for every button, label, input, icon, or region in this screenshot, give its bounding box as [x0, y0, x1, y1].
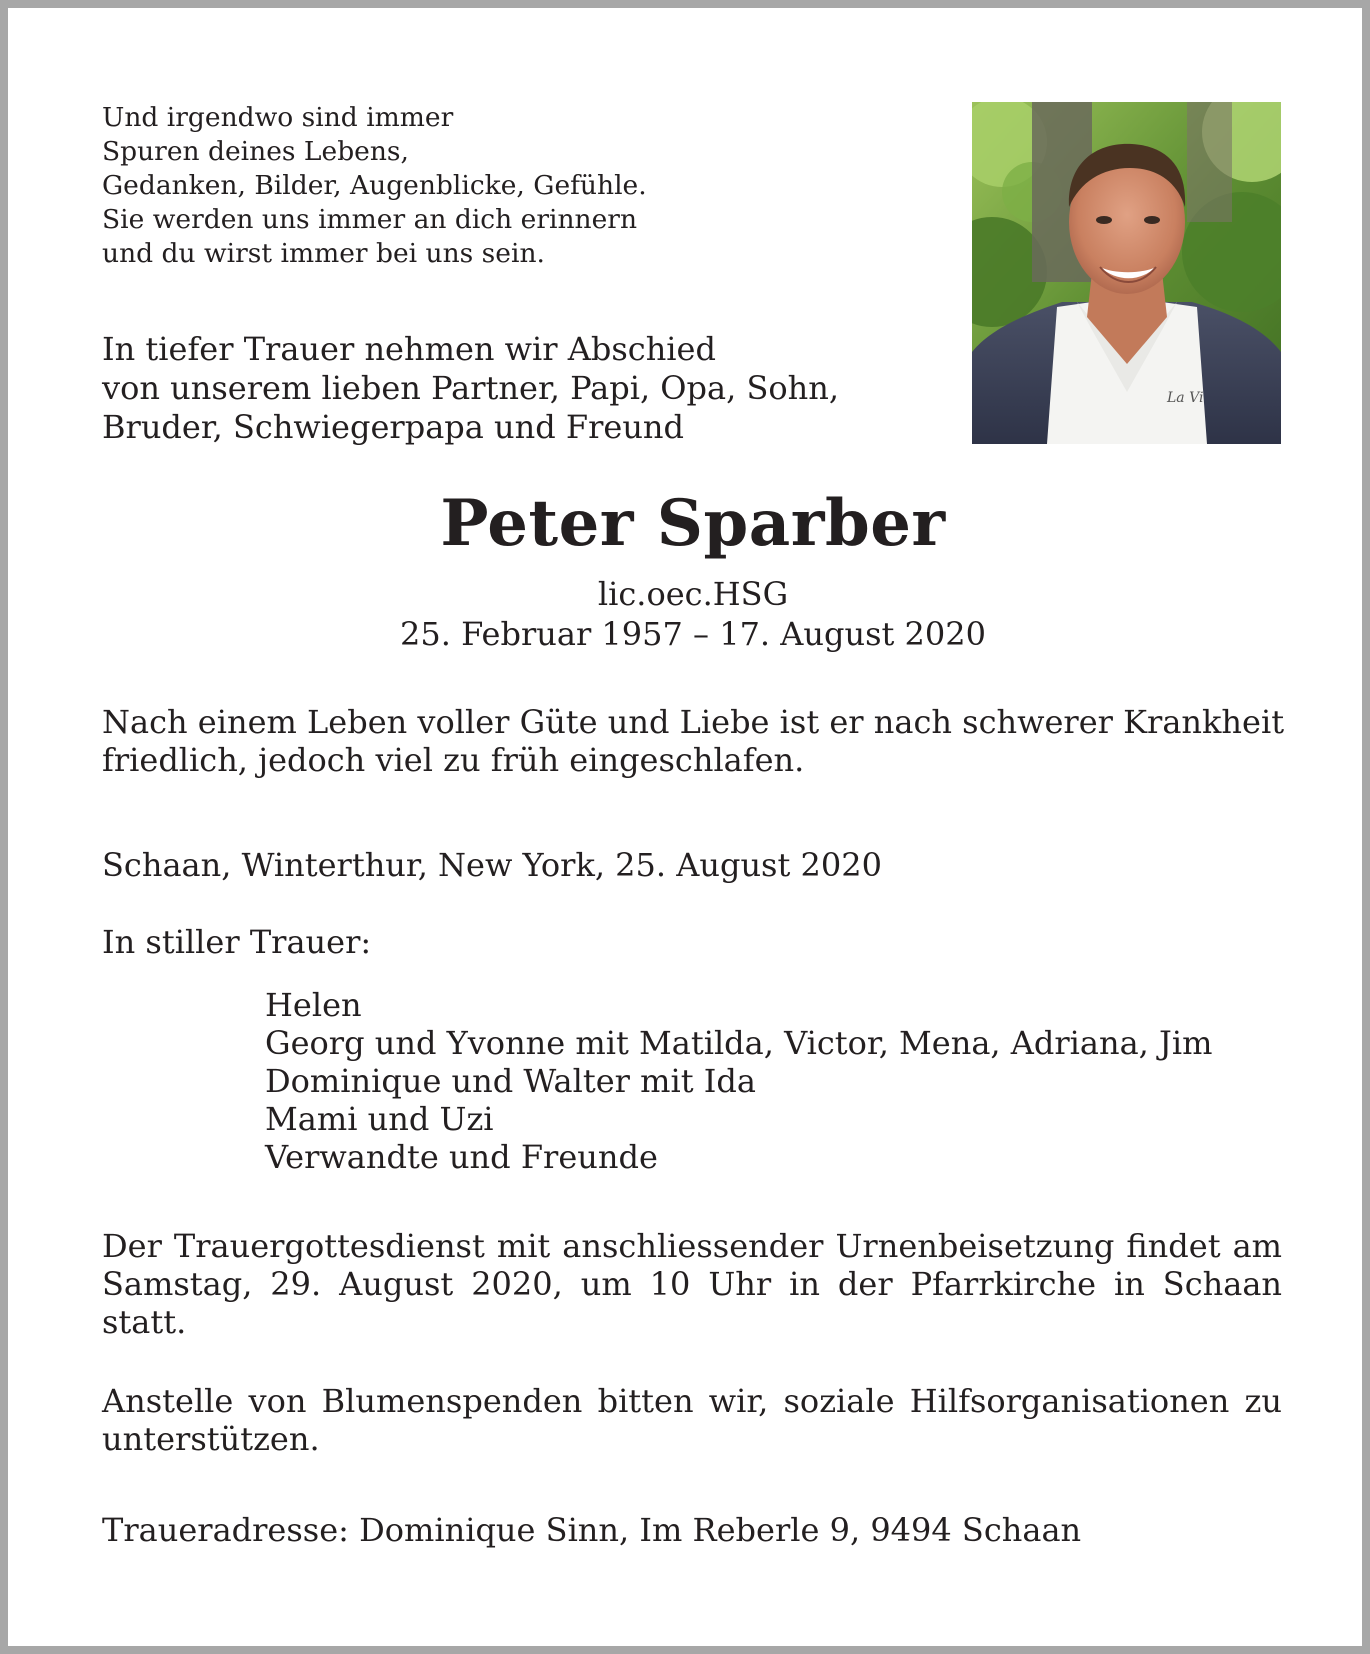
mourner-entry: Dominique und Walter mit Ida — [265, 1062, 756, 1100]
mourner-entry: Helen — [265, 986, 362, 1024]
intro-line: In tiefer Trauer nehmen wir Abschied — [102, 330, 716, 368]
mourning-address: Traueradresse: Dominique Sinn, Im Reberle 9, 9494 Schaan — [102, 1511, 1082, 1549]
poem — [102, 101, 647, 271]
portrait-photo — [972, 102, 1281, 444]
intro-line: Bruder, Schwiegerpapa und Freund — [102, 408, 685, 446]
mourner-entry: Georg und Yvonne mit Matilda, Victor, Mena, Adriana, Jim — [265, 1024, 1213, 1062]
poem-line: Sie werden uns immer an dich erinnern — [102, 204, 638, 235]
deceased-name: Peter Sparber — [440, 486, 946, 561]
life-line: friedlich, jedoch viel zu früh eingeschlafen. — [102, 741, 805, 779]
place-and-date: Schaan, Winterthur, New York, 25. August 2020 — [102, 846, 882, 884]
shirt-text: La Vi — [1167, 390, 1204, 406]
life-statement — [102, 703, 1284, 779]
mourners-list — [265, 986, 1212, 1176]
mourner-entry: Verwandte und Freunde — [265, 1138, 658, 1176]
life-dates: 25. Februar 1957 – 17. August 2020 — [400, 615, 986, 653]
poem-line: und du wirst immer bei uns sein. — [102, 238, 545, 269]
poem-line: Und irgendwo sind immer — [102, 102, 454, 133]
poem-line: Gedanken, Bilder, Augenblicke, Gefühle. — [102, 170, 647, 201]
intro-line: von unserem lieben Partner, Papi, Opa, Sohn, — [102, 369, 840, 407]
funeral-service-info: Der Trauergottesdienst mit anschliessender Urnenbeisetzung findet am Samstag, 29. August 2020, um 10 Uhr in der Pfarrkirche in Schaan statt. — [102, 1227, 1282, 1341]
life-line: Nach einem Leben voller Güte und Liebe ist er nach schwerer Krankheit — [102, 703, 1285, 741]
farewell-intro — [102, 330, 839, 447]
mourner-entry: Mami und Uzi — [265, 1100, 494, 1138]
mourners-label: In stiller Trauer: — [102, 923, 372, 961]
donation-request: Anstelle von Blumenspenden bitten wir, soziale Hilfsorganisationen zu unterstützen. — [102, 1382, 1282, 1458]
portrait-image — [972, 102, 1281, 444]
academic-degree: lic.oec.HSG — [597, 575, 789, 613]
poem-line: Spuren deines Lebens, — [102, 136, 409, 167]
